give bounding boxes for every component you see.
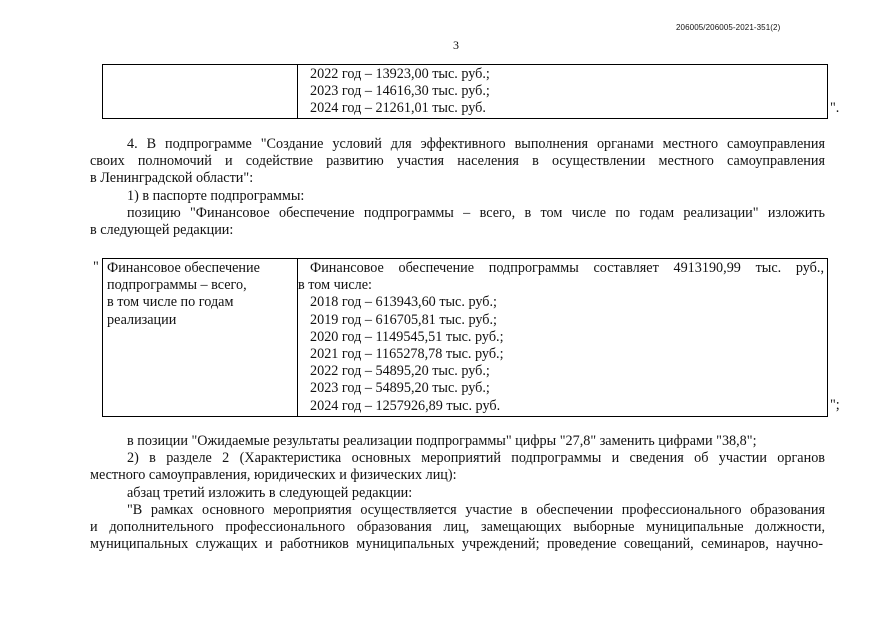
position-line-1: позицию "Финансовое обеспечение подпрограммы – всего, в том числе по годам реализации" изложить — [127, 205, 825, 221]
funding-total-line: Финансовое обеспечение подпрограммы составляет 4913190,99 тыс. руб., — [310, 260, 824, 276]
year-line: 2021 год – 1165278,78 тыс. руб.; — [310, 346, 504, 363]
year-line: 2020 год – 1149545,51 тыс. руб.; — [310, 328, 504, 345]
year-line: 2022 год – 54895,20 тыс. руб.; — [310, 363, 490, 380]
subitem-passport: 1) в паспорте подпрограммы: — [127, 188, 305, 204]
page-number: 3 — [453, 38, 459, 52]
funding-table-continuation — [102, 64, 828, 119]
label-line: реализации — [107, 311, 177, 328]
funding-label-cell — [103, 259, 298, 417]
year-line: 2023 год – 14616,30 тыс. руб.; — [310, 83, 490, 100]
expected-results-instruction: в позиции "Ожидаемые результаты реализации подпрограммы" цифры "27,8" заменить цифрами "38,8"; — [127, 433, 757, 449]
label-line: подпрограммы – всего, — [107, 277, 247, 294]
closing-quote-mark: ". — [830, 100, 840, 116]
section-2-line-2: местного самоуправления, юридических и физических лиц): — [90, 467, 457, 483]
label-line: в том числе по годам — [107, 294, 234, 311]
year-line: 2018 год – 613943,60 тыс. руб.; — [310, 294, 497, 311]
position-line-2: в следующей редакции: — [90, 222, 234, 238]
section-2-line-1: 2) в разделе 2 (Характеристика основных мероприятий подпрограммы и сведения об участии органов — [127, 450, 825, 466]
table-right-cell — [298, 65, 828, 119]
year-line: 2019 год – 616705,81 тыс. руб.; — [310, 311, 497, 328]
funding-value-cell — [298, 259, 828, 417]
funding-table — [102, 258, 828, 417]
closing-quote-mark: "; — [830, 397, 840, 413]
opening-quote-mark: " — [93, 259, 99, 275]
quote-line-3: муниципальных служащих и работников муниципальных учреждений; проведение совещаний, семинаров, научно- — [90, 536, 823, 552]
document-id: 206005/206005-2021-351(2) — [676, 23, 781, 32]
year-line: 2024 год – 21261,01 тыс. руб. — [310, 100, 486, 117]
quote-line-1: "В рамках основного мероприятия осуществляется участие в обеспечении профессионального образования — [127, 502, 825, 518]
table-left-cell — [103, 65, 298, 119]
year-line: 2024 год – 1257926,89 тыс. руб. — [310, 397, 501, 414]
year-line: 2023 год – 54895,20 тыс. руб.; — [310, 380, 490, 397]
label-line: Финансовое обеспечение — [107, 260, 260, 276]
year-line: 2022 год – 13923,00 тыс. руб.; — [310, 66, 490, 82]
section-4-line-3: в Ленинградской области": — [90, 170, 254, 186]
funding-total-line-2: в том числе: — [298, 277, 372, 294]
quote-line-2: и дополнительного профессионального образования лиц, замещающих выборные муниципальные должности, — [90, 519, 825, 535]
section-4-line-2: своих полномочий и содействие развитию участия населения в осуществлении местного самоуправления — [90, 153, 825, 169]
paragraph-three-instruction: абзац третий изложить в следующей редакции: — [127, 485, 413, 501]
section-4-line-1: 4. В подпрограмме "Создание условий для эффективного выполнения органами местного самоуправления — [127, 136, 825, 152]
